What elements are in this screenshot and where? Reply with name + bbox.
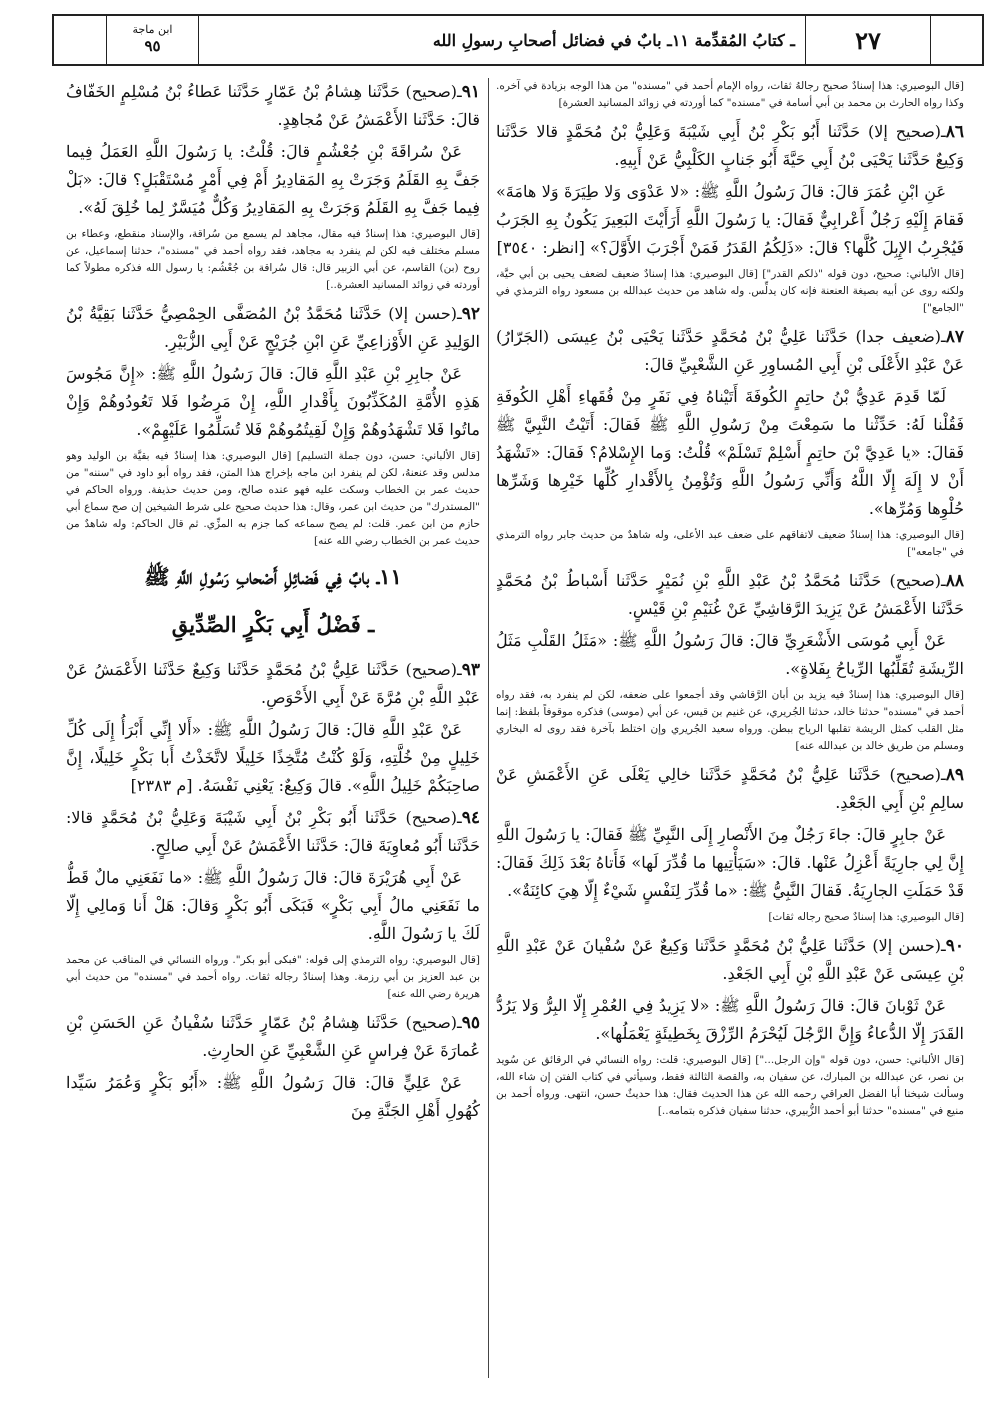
hadith-isnad [66, 656, 480, 712]
running-title: ـ كتابُ المُقدِّمة ١١ـ بابٌ في فضائل أصحابِ رسولِ الله [198, 16, 805, 64]
hadith-text: عَنْ جابِرِ بْنِ عَبْدِ اللَّهِ قالَ: قالَ رَسُولُ اللَّهِ ﷺ: «إِنَّ مَجُوسَ هَذِهِ الأُمَّةِ المُكَذِّبُونَ بِأَقْدارِ اللَّهِ، إِنْ مَرِضُوا فَلا تَعُودُوهُمْ وَإِنْ ماتُوا فَلا تَشْهَدُوهُمْ وَإِنْ لَقِيتُمُوهُمْ فَلا تُسَلِّمُوا عَلَيْهِمْ». [66, 364, 480, 439]
hadith-number: ٩٠ [945, 936, 964, 956]
hadith-isnad [496, 761, 964, 817]
footnote: [قال الألباني: حسن، دون قوله "وإن الرجل..."] [قال البوصيري: قلت: رواه النسائي في الرقائق عن سُويد بن نصر، عن عبدالله بن المبارك، عن سفيان به، والقصة الثالثة فقط، وسيأتي في كتاب الفتن إن شاء الله، وسألت شيخنا أبا الفضل العراقي رحمه الله عن هذا الحديث فقال: هذا حديثٌ حسن، انتهى. ورواه أحمد بن منيع في "مسنده" حدثنا أبو أحمد الزُّبيري، حدثنا سفيان فذكره بتمامه..] [496, 1054, 964, 1117]
footnote: [قال الألباني: حسن، دون جملة التسليم] [قال البوصيري: هذا إسنادٌ فيه بقيَّة بن الوليد وهو مدلس وقد عنعنهُ، لكن لم ينفرد ابن ماجه بإخراج هذا المتن، فقد رواه أبو داود في "سننه" من حديث عمر بن الخطاب وسكت عليه فهو عنده صالح، ومن حديث حذيفة. ورواه الحاكم في "المستدرك" من حديث ابن عمر، وقال: هذا حديث صحيح على شرط الشيخين إن صح سماع أبي حازم من ابن عمر. قلت: لم يصح سماعه كما جزم به المزِّي. ثم قال الحاكم: وله شاهدٌ من حديث عمر بن الخطاب رضي الله عنه] [66, 450, 480, 547]
hadith-isnad [496, 323, 964, 379]
hadith-text: عَنْ عَلِيٍّ قالَ: قالَ رَسُولُ اللَّهِ ﷺ: «أَبُو بَكْرٍ وَعُمَرُ سَيِّدا كُهُولِ أَهْلِ الجَنَّةِ مِنَ [66, 1073, 480, 1120]
hadith-chain-text: ـ(حسن إلا) حَدَّثَنا مُحَمَّدُ بْنُ المُصَفَّى الحِمْصِيُّ حَدَّثَنا بَقِيَّةُ بْنُ الوَلِيدِ عَنِ الأَوْزاعِيِّ عَنِ ابْنِ جُرَيْجٍ عَنْ أَبِي الزُّبَيْرِ. [66, 304, 480, 351]
footnote: [قال البوصيري: هذا إسنادٌ فيه مقال، مجاهد لم يسمع من سُراقة، والإسناد منقطع، وعطاء بن مسلم مختلف فيه لكن لم ينفرد به مجاهد، فقد رواه أحمد في "مسنده"، حدثنا إسماعيل، عن روح (بن) القاسم، عن أبي الزبير قال: قال سُراقة بن جُعْشُم: يا رسول الله فذكره مطولاً كما أوردته في زوائد المسانيد العشرة..] [66, 228, 480, 291]
footnote: [قال البوصيري: هذا إسنادٌ صحيح رجاله ثقات] [768, 911, 964, 923]
reference-label: ابن ماجة [132, 23, 173, 37]
hadith-chain-text: ـ(صحيح) حَدَّثَنا هِشامُ بْنُ عَمّارٍ حَدَّثَنا عَطاءُ بْنُ مُسْلِمٍ الخَفّافُ قالَ: حَدَّثَنا الأَعْمَشُ عَنْ مُجاهِدٍ. [66, 82, 480, 129]
hadith-text: عَنْ عَبْدِ اللَّهِ قالَ: قالَ رَسُولُ اللَّهِ ﷺ: «أَلا إِنِّي أَبْرَأُ إِلَى كُلِّ خَلِيلٍ مِنْ خُلَّتِهِ، وَلَوْ كُنْتُ مُتَّخِذًا خَلِيلًا لاتَّخَذْتُ أَبا بَكْرٍ خَلِيلًا، إِنَّ صاحِبَكُمْ خَلِيلُ اللَّهِ». قالَ وَكِيعٌ: يَعْنِي نَفْسَهُ. [م ٢٣٨٣] [66, 720, 480, 795]
hadith-number: ٩٣ [461, 660, 480, 680]
header-blank-left [54, 16, 106, 64]
hadith-isnad [496, 118, 964, 174]
hadith-chain-text: ـ(صحيح) حَدَّثَنا أَبُو بَكْرِ بْنُ أَبِي شَيْبَةَ وَعَلِيُّ بْنُ مُحَمَّدٍ قالا: حَدَّثَنا أَبُو مُعاوِيَةَ قالَ: حَدَّثَنا الأَعْمَشُ عَنْ أَبِي صالِحٍ. [66, 808, 480, 855]
header-blank-right [930, 16, 982, 64]
page-number: ٢٧ [805, 16, 930, 64]
hadith-chain-text: ـ(صحيح) حَدَّثَنا عَلِيُّ بْنُ مُحَمَّدٍ حَدَّثَنا وَكِيعٌ حَدَّثَنا الأَعْمَشُ عَنْ عَبْدِ اللَّهِ بْنِ مُرَّةَ عَنْ أَبِي الأَحْوَصِ. [66, 660, 480, 707]
reference-box [106, 16, 198, 64]
hadith-number: ٩١ [461, 82, 480, 102]
hadith-chain-text: ـ(صحيح إلا) حَدَّثَنا أَبُو بَكْرِ بْنُ أَبِي شَيْبَةَ وَعَلِيُّ بْنُ مُحَمَّدٍ قالا حَدَّثَنا وَكِيعٌ حَدَّثَنا يَحْيَى بْنُ أَبِي حَيَّةَ أَبُو جَنابٍ الكَلْبِيُّ عَنْ أَبِيهِ. [496, 122, 964, 169]
hadith-text: عَنِ ابْنِ عُمَرَ قالَ: قالَ رَسُولُ اللَّهِ ﷺ: «لا عَدْوَى وَلا طِيَرَةَ وَلا هامَةَ» فَقامَ إِلَيْهِ رَجُلٌ أَعْرابِيٌّ فَقالَ: يا رَسُولَ اللَّهِ أَرَأَيْتَ البَعِيرَ يَكُونُ بِهِ الجَرَبُ فَيُجْرِبُ الإِبِلَ كُلَّها؟ قالَ: «ذَلِكُمُ القَدَرُ فَمَنْ أَجْرَبَ الأَوَّلَ؟» [انظر: ٣٥٤٠] [496, 182, 964, 257]
hadith-number: ٩٥ [461, 1013, 480, 1033]
footnote: [قال البوصيري: هذا إسنادٌ ضعيف لاتفاقهم على ضعف عبد الأعلى، وله شاهدٌ من حديث جابر رواه الترمذي في "جامعه"] [496, 529, 964, 558]
hadith-chain-text: ـ(ضعيف جدا) حَدَّثَنا عَلِيُّ بْنُ مُحَمَّدٍ حَدَّثَنا يَحْيَى بْنُ عِيسَى (الجَرّارُ) عَنْ عَبْدِ الأَعْلَى بْنِ أَبِي المُساوِرِ عَنِ الشَّعْبِيِّ قالَ: [496, 327, 964, 374]
hadith-text: عَنْ سُراقَةَ بْنِ جُعْشُمٍ قالَ: قُلْتُ: يا رَسُولَ اللَّهِ العَمَلُ فِيما جَفَّ بِهِ القَلَمُ وَجَرَتْ بِهِ المَقادِيرُ أَمْ فِي أَمْرٍ مُسْتَقْبَلٍ؟ قالَ: «بَلْ فِيما جَفَّ بِهِ القَلَمُ وَجَرَتْ بِهِ المَقادِيرُ وَكُلٌّ مُيَسَّرٌ لِما خُلِقَ لَهُ». [66, 142, 480, 217]
reference-number: ٩٥ [144, 37, 161, 56]
page-header [52, 14, 984, 66]
right-column [496, 78, 964, 1388]
section-subtitle: ـ فَضْلُ أَبِي بَكْرٍ الصِّدِّيقِ [171, 612, 375, 637]
footnote: [قال البوصيري: هذا إسنادٌ صحيح رجالهُ ثقات، رواه الإمام أحمد في "مسنده" من هذا الوجه بزيادة في آخره. وكذا رواه الحارث بن محمد بن أبي أسامة في "مسنده" كما أوردته في زوائد المسانيد العشرة] [496, 80, 964, 109]
footnote: [قال الألباني: صحيح، دون قوله "ذلكم القدر"] [قال البوصيري: هذا إسنادٌ ضعيف لضعف يحيى بن أبي حيَّة، ولكنه روى عن أبيه بصيغة العنعنة فإنه كان يدلِّس. وله شاهد من حديث عبدالله بن مسعود رواه الترمذي في "الجامع"] [496, 268, 964, 314]
hadith-chain-text: ـ(صحيح) حَدَّثَنا مُحَمَّدُ بْنُ عَبْدِ اللَّهِ بْنِ نُمَيْرٍ حَدَّثَنا أَسْباطُ بْنُ مُحَمَّدٍ حَدَّثَنا الأَعْمَشُ عَنْ يَزِيدَ الرَّقاشِيِّ عَنْ غُنَيْمِ بْنِ قَيْسٍ. [496, 571, 964, 618]
left-column [66, 78, 480, 1388]
hadith-isnad [66, 300, 480, 356]
hadith-number: ٩٢ [461, 304, 480, 324]
hadith-chain-text: ـ(صحيح) حَدَّثَنا هِشامُ بْنُ عَمّارٍ حَدَّثَنا سُفْيانُ عَنِ الحَسَنِ بْنِ عُمارَةَ عَنْ فِراسٍ عَنِ الشَّعْبِيِّ عَنِ الحارِثِ. [66, 1013, 480, 1060]
column-divider [488, 78, 489, 1378]
hadith-number: ٨٦ [945, 122, 964, 142]
hadith-chain-text: ـ(صحيح) حَدَّثَنا عَلِيُّ بْنُ مُحَمَّدٍ حَدَّثَنا خالِي يَعْلَى عَنِ الأَعْمَشِ عَنْ سالِمِ بْنِ أَبِي الجَعْدِ. [496, 765, 964, 812]
hadith-chain-text: ـ(حسن إلا) حَدَّثَنا عَلِيُّ بْنُ مُحَمَّدٍ حَدَّثَنا وَكِيعٌ عَنْ سُفْيانَ عَنْ عَبْدِ اللَّهِ بْنِ عِيسَى عَنْ عَبْدِ اللَّهِ بْنِ أَبِي الجَعْدِ. [496, 936, 964, 983]
hadith-number: ٨٩ [945, 765, 964, 785]
hadith-text: لَمّا قَدِمَ عَدِيُّ بْنُ حاتِمٍ الكُوفَةَ أَتَيْناهُ فِي نَفَرٍ مِنْ فُقَهاءِ أَهْلِ الكُوفَةِ فَقُلْنا لَهُ: حَدِّثْنا ما سَمِعْتَ مِنْ رَسُولِ اللَّهِ ﷺ فَقالَ: أَتَيْتُ النَّبِيَّ ﷺ فَقالَ: «يا عَدِيَّ بْنَ حاتِمٍ أَسْلِمْ تَسْلَمْ» قُلْتُ: وَما الإِسْلامُ؟ فَقالَ: «تَشْهَدُ أَنْ لا إِلَهَ إِلّا اللَّهُ وَأَنِّي رَسُولُ اللَّهِ وَتُؤْمِنُ بِالأَقْدارِ كُلِّها خَيْرِها وَشَرِّها حُلْوِها وَمُرِّها». [496, 387, 964, 518]
chapter-heading: ١١ـ بابٌ فِي فَضائِلِ أَصْحابِ رَسُولِ اللَّهِ ﷺ [144, 564, 402, 589]
footnote: [قال البوصيري: هذا إسنادٌ فيه يزيد بن أبان الرَّقاشي وقد أجمعوا على ضعفه، لكن لم ينفرد به، فقد رواه أحمد في "مسنده" حدثنا خالد، حدثنا الجُريري، عن غنيم بن قيس، عن أبي (موسى) فذكره موقوفاً بلفظ: إنما مثل القلب كمثل الريشة تقلبها الرياح ببطن. ورواه سعيد الجُريري وإن اختلط بآخرة فقد روى له البخاري ومسلم من طريق خالد بن عبدالله عنه] [496, 689, 964, 752]
hadith-isnad [496, 932, 964, 988]
footnote: [قال البوصيري: رواه الترمذي إلى قوله: "فبكى أبو بكر". ورواه النسائي في المناقب عن محمد بن عبد العزيز بن أبي رزمة. وهذا إسنادٌ رجاله ثقات. رواه أحمد في "مسنده" من حديث أبي هريرة رضي الله عنه] [66, 954, 480, 1000]
hadith-isnad [496, 567, 964, 623]
hadith-isnad [66, 78, 480, 134]
hadith-text: عَنْ ثَوْبانَ قالَ: قالَ رَسُولُ اللَّهِ ﷺ: «لا يَزِيدُ فِي العُمْرِ إِلّا البِرُّ وَلا يَرُدُّ القَدَرَ إِلّا الدُّعاءُ وَإِنَّ الرَّجُلَ لَيُحْرَمُ الرِّزْقَ بِخَطِيئَةٍ يَعْمَلُها». [496, 996, 964, 1043]
hadith-number: ٨٨ [945, 571, 964, 591]
hadith-text: عَنْ أَبِي مُوسَى الأَشْعَرِيِّ قالَ: قالَ رَسُولُ اللَّهِ ﷺ: «مَثَلُ القَلْبِ مَثَلُ الرِّيشَةِ تُقَلِّبُها الرِّياحُ بِفَلاةٍ». [496, 631, 964, 678]
hadith-text: عَنْ أَبِي هُرَيْرَةَ قالَ: قالَ رَسُولُ اللَّهِ ﷺ: «ما نَفَعَنِي مالٌ قَطُّ ما نَفَعَنِي مالُ أَبِي بَكْرٍ» فَبَكَى أَبُو بَكْرٍ وَقالَ: هَلْ أَنا وَمالِي إِلّا لَكَ يا رَسُولَ اللَّهِ. [66, 868, 480, 943]
hadith-number: ٨٧ [945, 327, 964, 347]
hadith-text: عَنْ جابِرٍ قالَ: جاءَ رَجُلٌ مِنَ الأَنْصارِ إِلَى النَّبِيِّ ﷺ فَقالَ: يا رَسُولَ اللَّهِ إِنَّ لِي جارِيَةً أَعْزِلُ عَنْها. قالَ: «سَيَأْتِيها ما قُدِّرَ لَها» فَأَتاهُ بَعْدَ ذَلِكَ فَقالَ: قَدْ حَمَلَتِ الجارِيَةُ. فَقالَ النَّبِيُّ ﷺ: «ما قُدِّرَ لِنَفْسٍ شَيْءٌ إِلّا هِيَ كائِنَةٌ». [496, 825, 964, 900]
hadith-isnad [66, 804, 480, 860]
hadith-number: ٩٤ [461, 808, 480, 828]
hadith-isnad [66, 1009, 480, 1065]
